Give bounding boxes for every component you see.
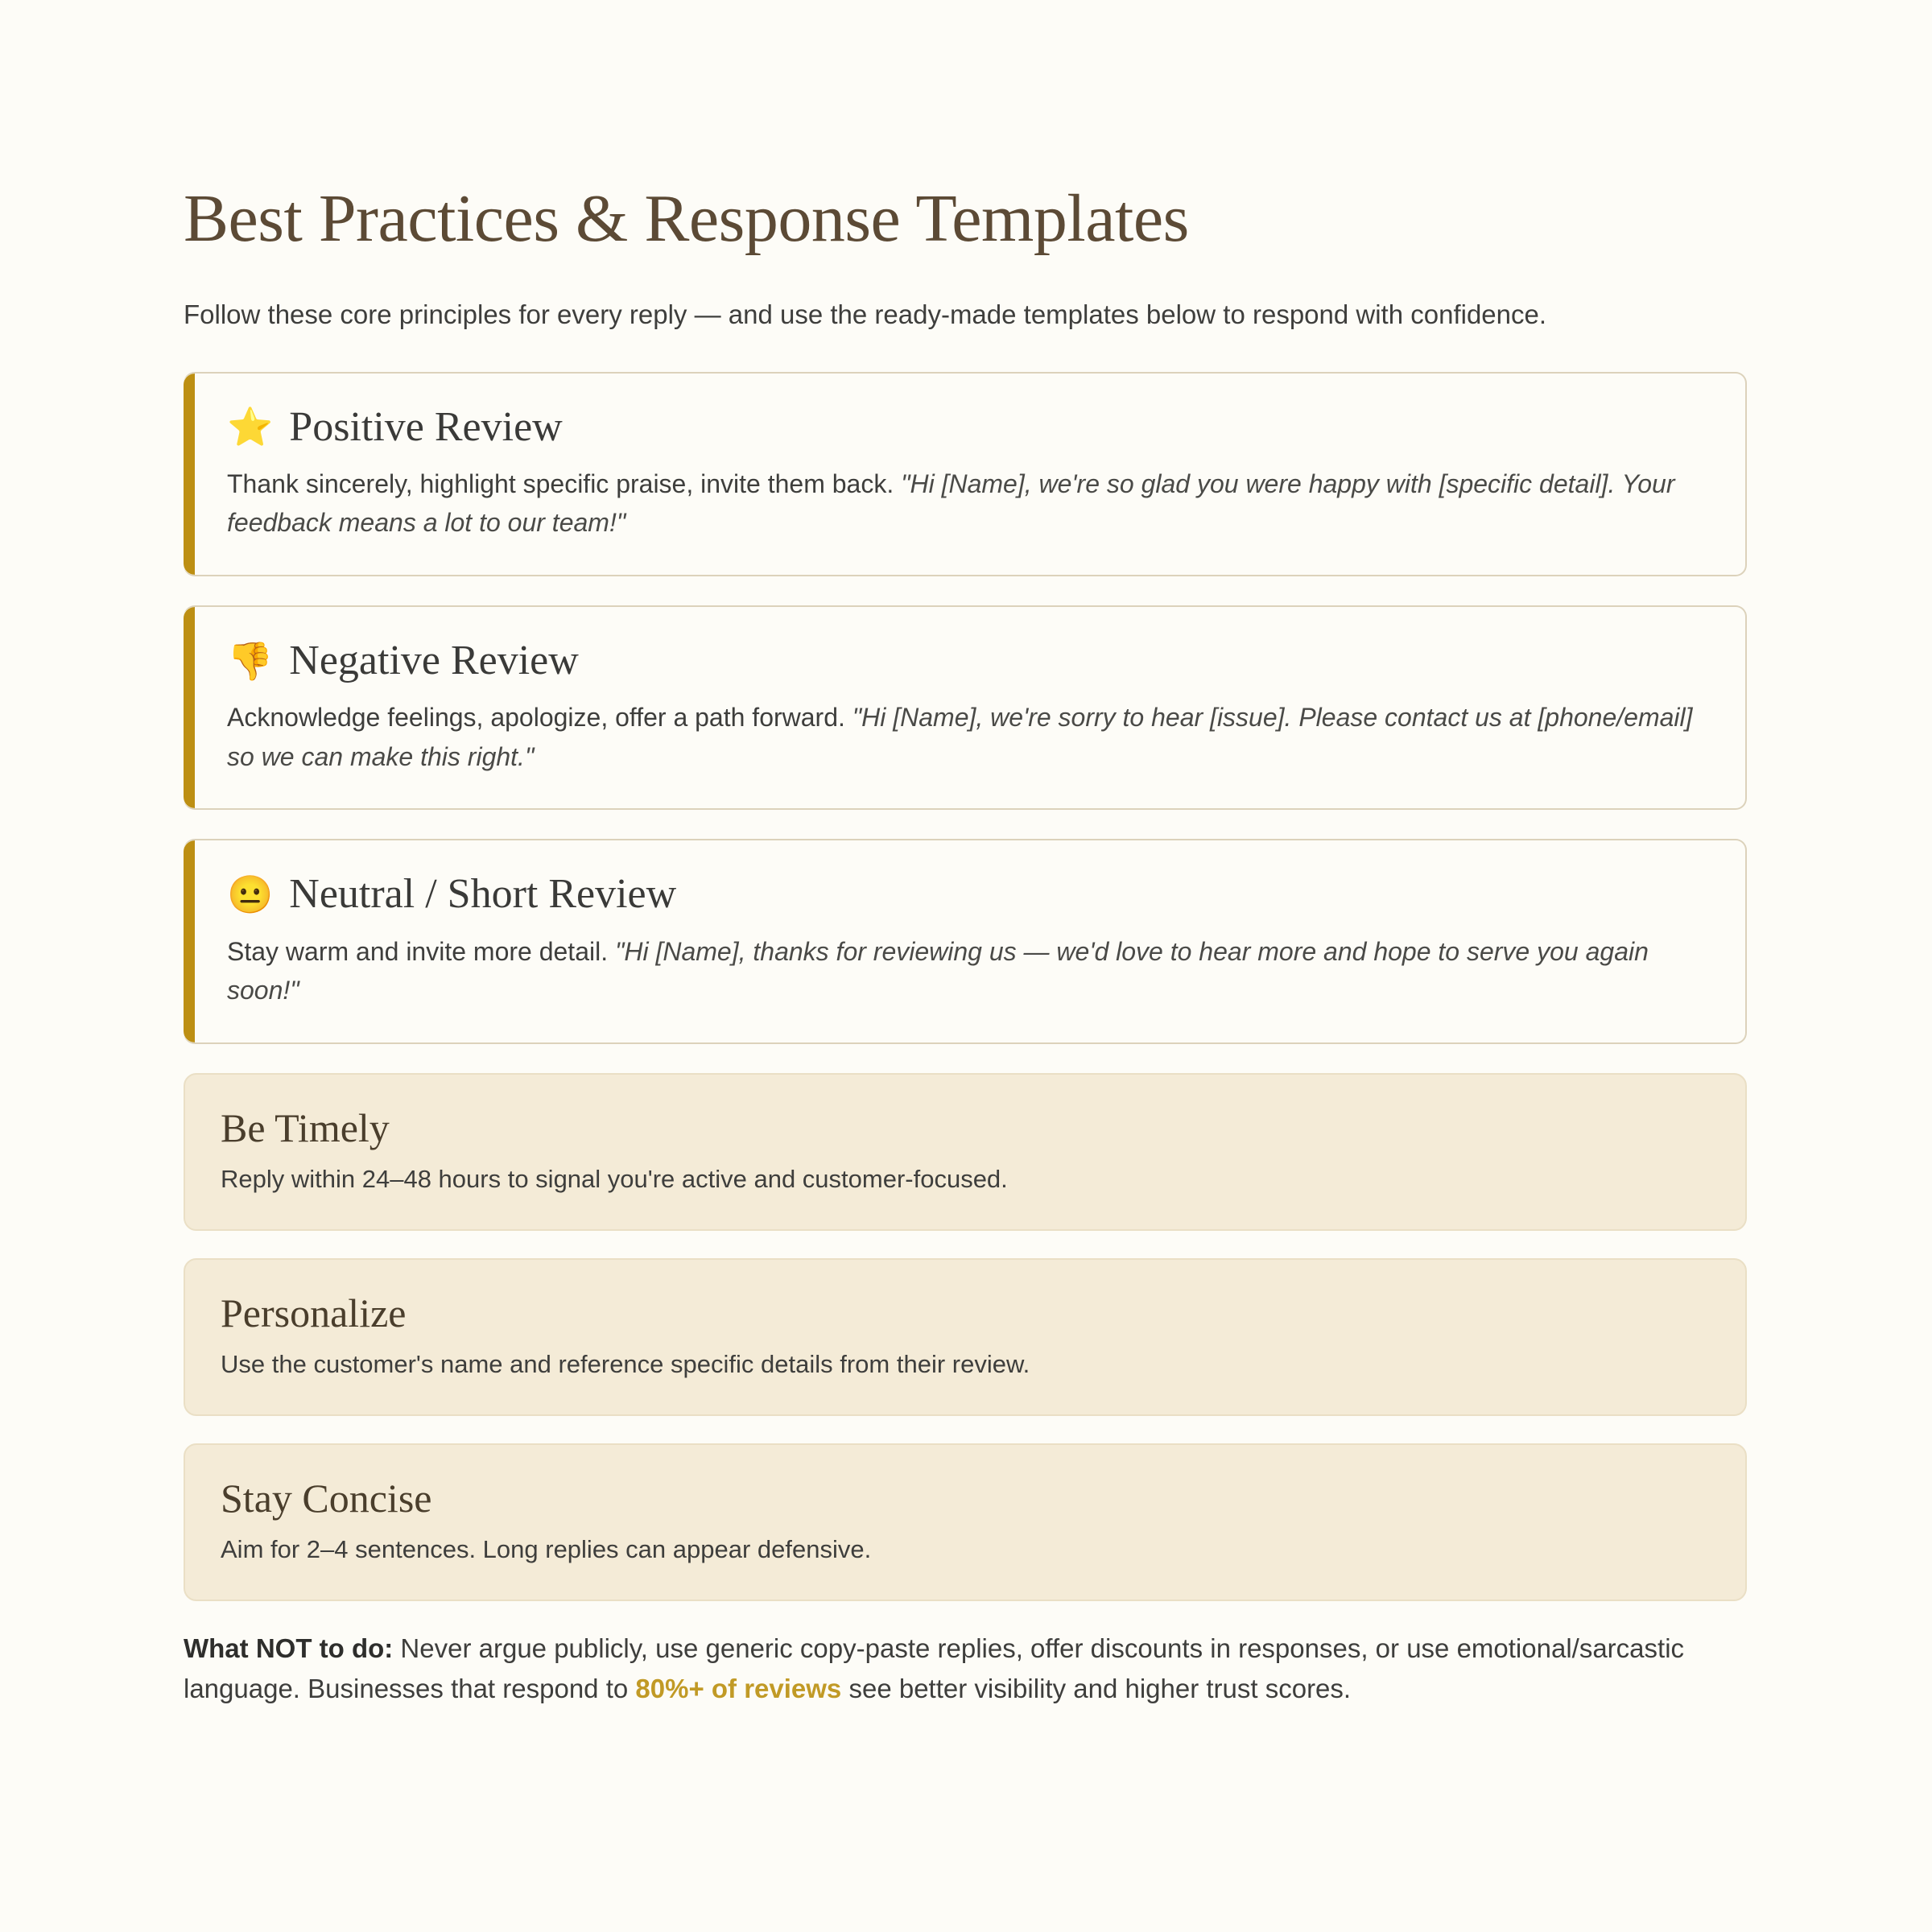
principle-description: Reply within 24–48 hours to signal you're active and customer-focused. [221, 1164, 1008, 1193]
template-card-header [227, 404, 1702, 450]
principle-box-stay-concise [184, 1443, 1747, 1601]
template-quote: "Hi [Name], we're so glad you were happy with [specific detail]. Your feedback means a lot to our team!" [227, 469, 1675, 538]
template-card-header [227, 638, 1702, 683]
template-card-header [227, 871, 1702, 917]
template-title: Negative Review [289, 637, 579, 683]
principle-box-be-timely [184, 1073, 1747, 1231]
principle-box-personalize [184, 1258, 1747, 1416]
thumbs-down-emoji-icon: 👎 [227, 639, 274, 682]
template-quote: "Hi [Name], we're sorry to hear [issue]. Please contact us at [phone/email] so we can make this right." [227, 703, 1693, 771]
template-body [227, 698, 1702, 776]
template-title: Neutral / Short Review [289, 871, 677, 918]
principle-title: Be Timely [221, 1104, 390, 1150]
what-not-to-do-text-after: see better visibility and higher trust scores. [841, 1674, 1352, 1704]
template-quote: "Hi [Name], thanks for reviewing us — we'd love to hear more and hope to serve you again soon!" [227, 936, 1649, 1005]
what-not-to-do-label: What NOT to do: [184, 1633, 394, 1663]
template-advice: Thank sincerely, highlight specific praise, invite them back. [227, 469, 902, 498]
neutral-face-emoji-icon: 😐 [227, 873, 274, 915]
template-body [227, 932, 1702, 1010]
template-body [227, 464, 1702, 543]
response-rate-stat: 80%+ of reviews [635, 1674, 842, 1704]
principle-description: Aim for 2–4 sentences. Long replies can appear defensive. [221, 1534, 872, 1563]
page-subtitle: Follow these core principles for every reply — and use the ready-made templates below to respond with confidence. [184, 299, 1547, 329]
what-not-to-do-text-before: Never argue publicly, use generic copy-paste replies, offer discounts in responses, or use emotional/sarcastic language. Businesses that respond to [184, 1633, 1685, 1704]
template-card-neutral [184, 839, 1747, 1043]
template-title: Positive Review [289, 403, 563, 450]
principle-title: Personalize [221, 1290, 407, 1335]
star-emoji-icon: ⭐ [227, 406, 274, 448]
principle-description: Use the customer's name and reference specific details from their review. [221, 1349, 1030, 1378]
template-advice: Stay warm and invite more detail. [227, 936, 615, 966]
principle-title: Stay Concise [221, 1475, 432, 1521]
template-advice: Acknowledge feelings, apologize, offer a path forward. [227, 703, 852, 733]
page-title: Best Practices & Response Templates [184, 181, 1189, 256]
template-card-positive [184, 372, 1747, 576]
what-not-to-do-note [184, 1629, 1745, 1709]
template-card-negative [184, 605, 1747, 810]
